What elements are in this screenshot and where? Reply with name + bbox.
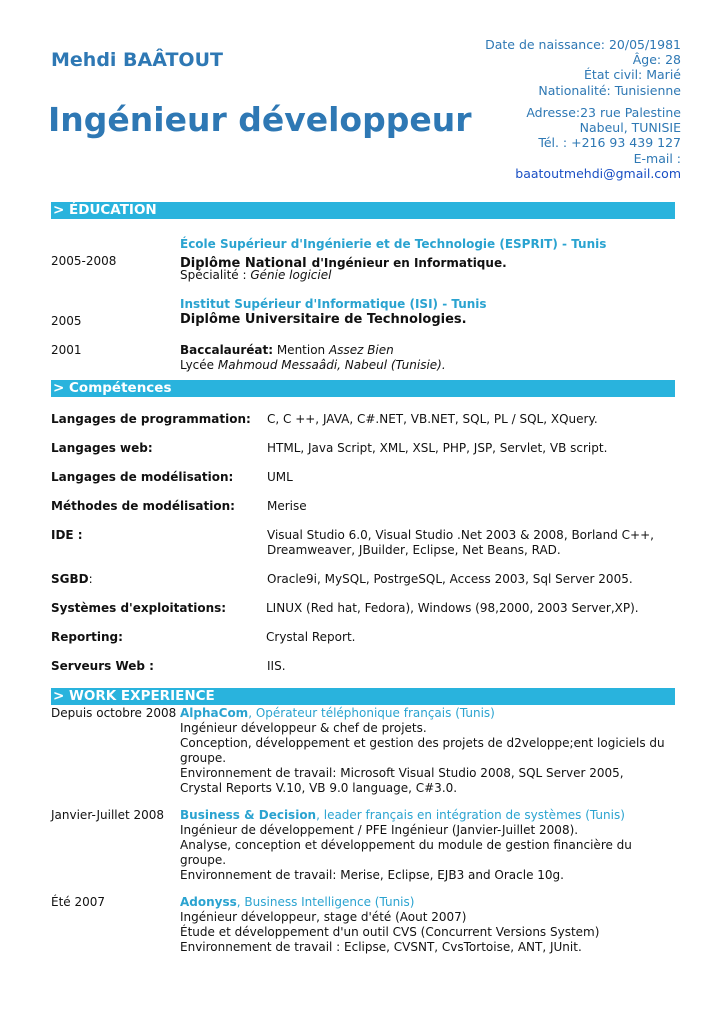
- address-line-2: Nabeul, TUNISIE: [579, 120, 681, 136]
- civil-status: État civil: Marié: [584, 67, 681, 83]
- job-line: Environnement de travail: Merise, Eclipse, EJB3 and Oracle 10g.: [180, 868, 564, 882]
- skill-value: Merise: [267, 499, 307, 513]
- skill-value: LINUX (Red hat, Fedora), Windows (98,2000, 2003 Server,XP).: [266, 601, 639, 615]
- job-line: Environnement de travail: Microsoft Visual Studio 2008, SQL Server 2005,: [180, 766, 624, 780]
- skill-label: Méthodes de modélisation:: [51, 499, 235, 513]
- skill-label: Langages de modélisation:: [51, 470, 234, 484]
- mention-label: Mention: [273, 343, 329, 357]
- skill-label-suffix: :: [88, 572, 93, 586]
- specialty-label: Spécialité :: [180, 268, 251, 282]
- degree-main: Diplôme National: [180, 256, 307, 271]
- nationality: Nationalité: Tunisienne: [538, 82, 681, 98]
- candidate-name: Mehdi BAÂTOUT: [51, 49, 223, 71]
- skill-label: Serveurs Web :: [51, 659, 154, 673]
- edu-degree-isi: Diplôme Universitaire de Technologies.: [180, 312, 467, 327]
- skill-label: IDE :: [51, 528, 83, 542]
- skill-label: Langages de programmation:: [51, 412, 251, 426]
- education-heading: > ÉDUCATION: [51, 202, 675, 219]
- job-business-decision: [180, 808, 680, 883]
- personal-info: [485, 37, 681, 98]
- company-name: Business & Decision: [180, 808, 317, 822]
- skill-label-sgbd: [51, 572, 93, 586]
- job-company-line: [180, 808, 680, 823]
- company-desc: , leader français en intégration de systèmes (Tunis): [316, 808, 625, 822]
- skill-label: Systèmes d'exploitations:: [51, 601, 227, 615]
- company-desc: , Opérateur téléphonique français (Tunis): [248, 706, 495, 720]
- skill-label: SGBD: [51, 572, 89, 586]
- job-line: Ingénieur développeur, stage d'été (Aout 2007): [180, 910, 467, 924]
- school-label: Lycée: [180, 358, 218, 372]
- edu-years-isi: 2005: [51, 314, 82, 328]
- job-date: Janvier-Juillet 2008: [51, 808, 165, 822]
- edu-degree-bac: [180, 343, 394, 357]
- job-title: Ingénieur développeur: [48, 100, 472, 139]
- specialty-value: Génie logiciel: [250, 268, 332, 282]
- job-line: groupe.: [180, 853, 227, 867]
- job-date: Été 2007: [51, 895, 106, 909]
- birth-date: Date de naissance: 20/05/1981: [485, 37, 681, 52]
- job-date: Depuis octobre 2008: [51, 706, 177, 720]
- address-line-1: Adresse:23 rue Palestine: [526, 105, 681, 120]
- bac-label: Baccalauréat:: [180, 343, 274, 357]
- job-line: Analyse, conception et développement du module de gestion financière du: [180, 838, 632, 852]
- job-line: Ingénieur de développement / PFE Ingénieur (Janvier-Juillet 2008).: [180, 823, 579, 837]
- edu-years-esprit: 2005-2008: [51, 254, 117, 268]
- work-heading: > WORK EXPERIENCE: [51, 688, 675, 705]
- school-value: Mahmoud Messaâdi, Nabeul (Tunisie).: [217, 358, 446, 372]
- contact-info: [515, 105, 681, 181]
- email-label: E-mail :: [633, 150, 681, 166]
- age: Âge: 28: [632, 52, 681, 68]
- job-line: Environnement de travail : Eclipse, CVSNT, CvsTortoise, ANT, JUnit.: [180, 940, 582, 954]
- edu-specialty: [180, 268, 331, 282]
- skill-value: UML: [267, 470, 293, 484]
- job-company-line: [180, 895, 680, 910]
- job-line: groupe.: [180, 751, 227, 765]
- job-adonyss: [180, 895, 680, 955]
- company-name: Adonyss: [180, 895, 237, 909]
- job-line: Étude et développement d'un outil CVS (Concurrent Versions System): [180, 925, 600, 939]
- company-name: AlphaCom: [180, 706, 249, 720]
- skill-value-line: Dreamweaver, JBuilder, Eclipse, Net Beans, RAD.: [267, 543, 561, 557]
- job-company-line: [180, 706, 680, 721]
- job-alphacom: [180, 706, 680, 796]
- skill-value: Crystal Report.: [266, 630, 356, 644]
- skill-value: HTML, Java Script, XML, XSL, PHP, JSP, Servlet, VB script.: [267, 441, 608, 455]
- edu-years-bac: 2001: [51, 343, 82, 357]
- edu-org-esprit: École Supérieur d'Ingénierie et de Technologie (ESPRIT) - Tunis: [180, 237, 607, 251]
- mention-value: Assez Bien: [328, 343, 394, 357]
- job-line: Conception, développement et gestion des projets de d2veloppe;ent logiciels du: [180, 736, 665, 750]
- skill-value: Oracle9i, MySQL, PostrgeSQL, Access 2003, Sql Server 2005.: [267, 572, 633, 586]
- skill-value: [267, 528, 654, 558]
- job-line: Ingénieur développeur & chef de projets.: [180, 721, 427, 735]
- skill-value: IIS.: [267, 659, 286, 673]
- company-desc: , Business Intelligence (Tunis): [236, 895, 415, 909]
- edu-school-bac: [180, 358, 446, 372]
- skill-label: Reporting:: [51, 630, 123, 644]
- skill-value-line: Visual Studio 6.0, Visual Studio .Net 2003 & 2008, Borland C++,: [267, 528, 654, 542]
- email-link[interactable]: baatoutmehdi@gmail.com: [515, 165, 681, 181]
- degree-sub: d'Ingénieur en Informatique.: [311, 256, 507, 270]
- phone: Tél. : +216 93 439 127: [538, 135, 681, 151]
- job-line: Crystal Reports V.10, VB 9.0 language, C#3.0.: [180, 781, 458, 795]
- skill-label: Langages web:: [51, 441, 153, 455]
- skill-value: C, C ++, JAVA, C#.NET, VB.NET, SQL, PL / SQL, XQuery.: [267, 412, 598, 426]
- edu-org-isi: Institut Supérieur d'Informatique (ISI) - Tunis: [180, 297, 487, 311]
- skills-heading: > Compétences: [51, 380, 675, 397]
